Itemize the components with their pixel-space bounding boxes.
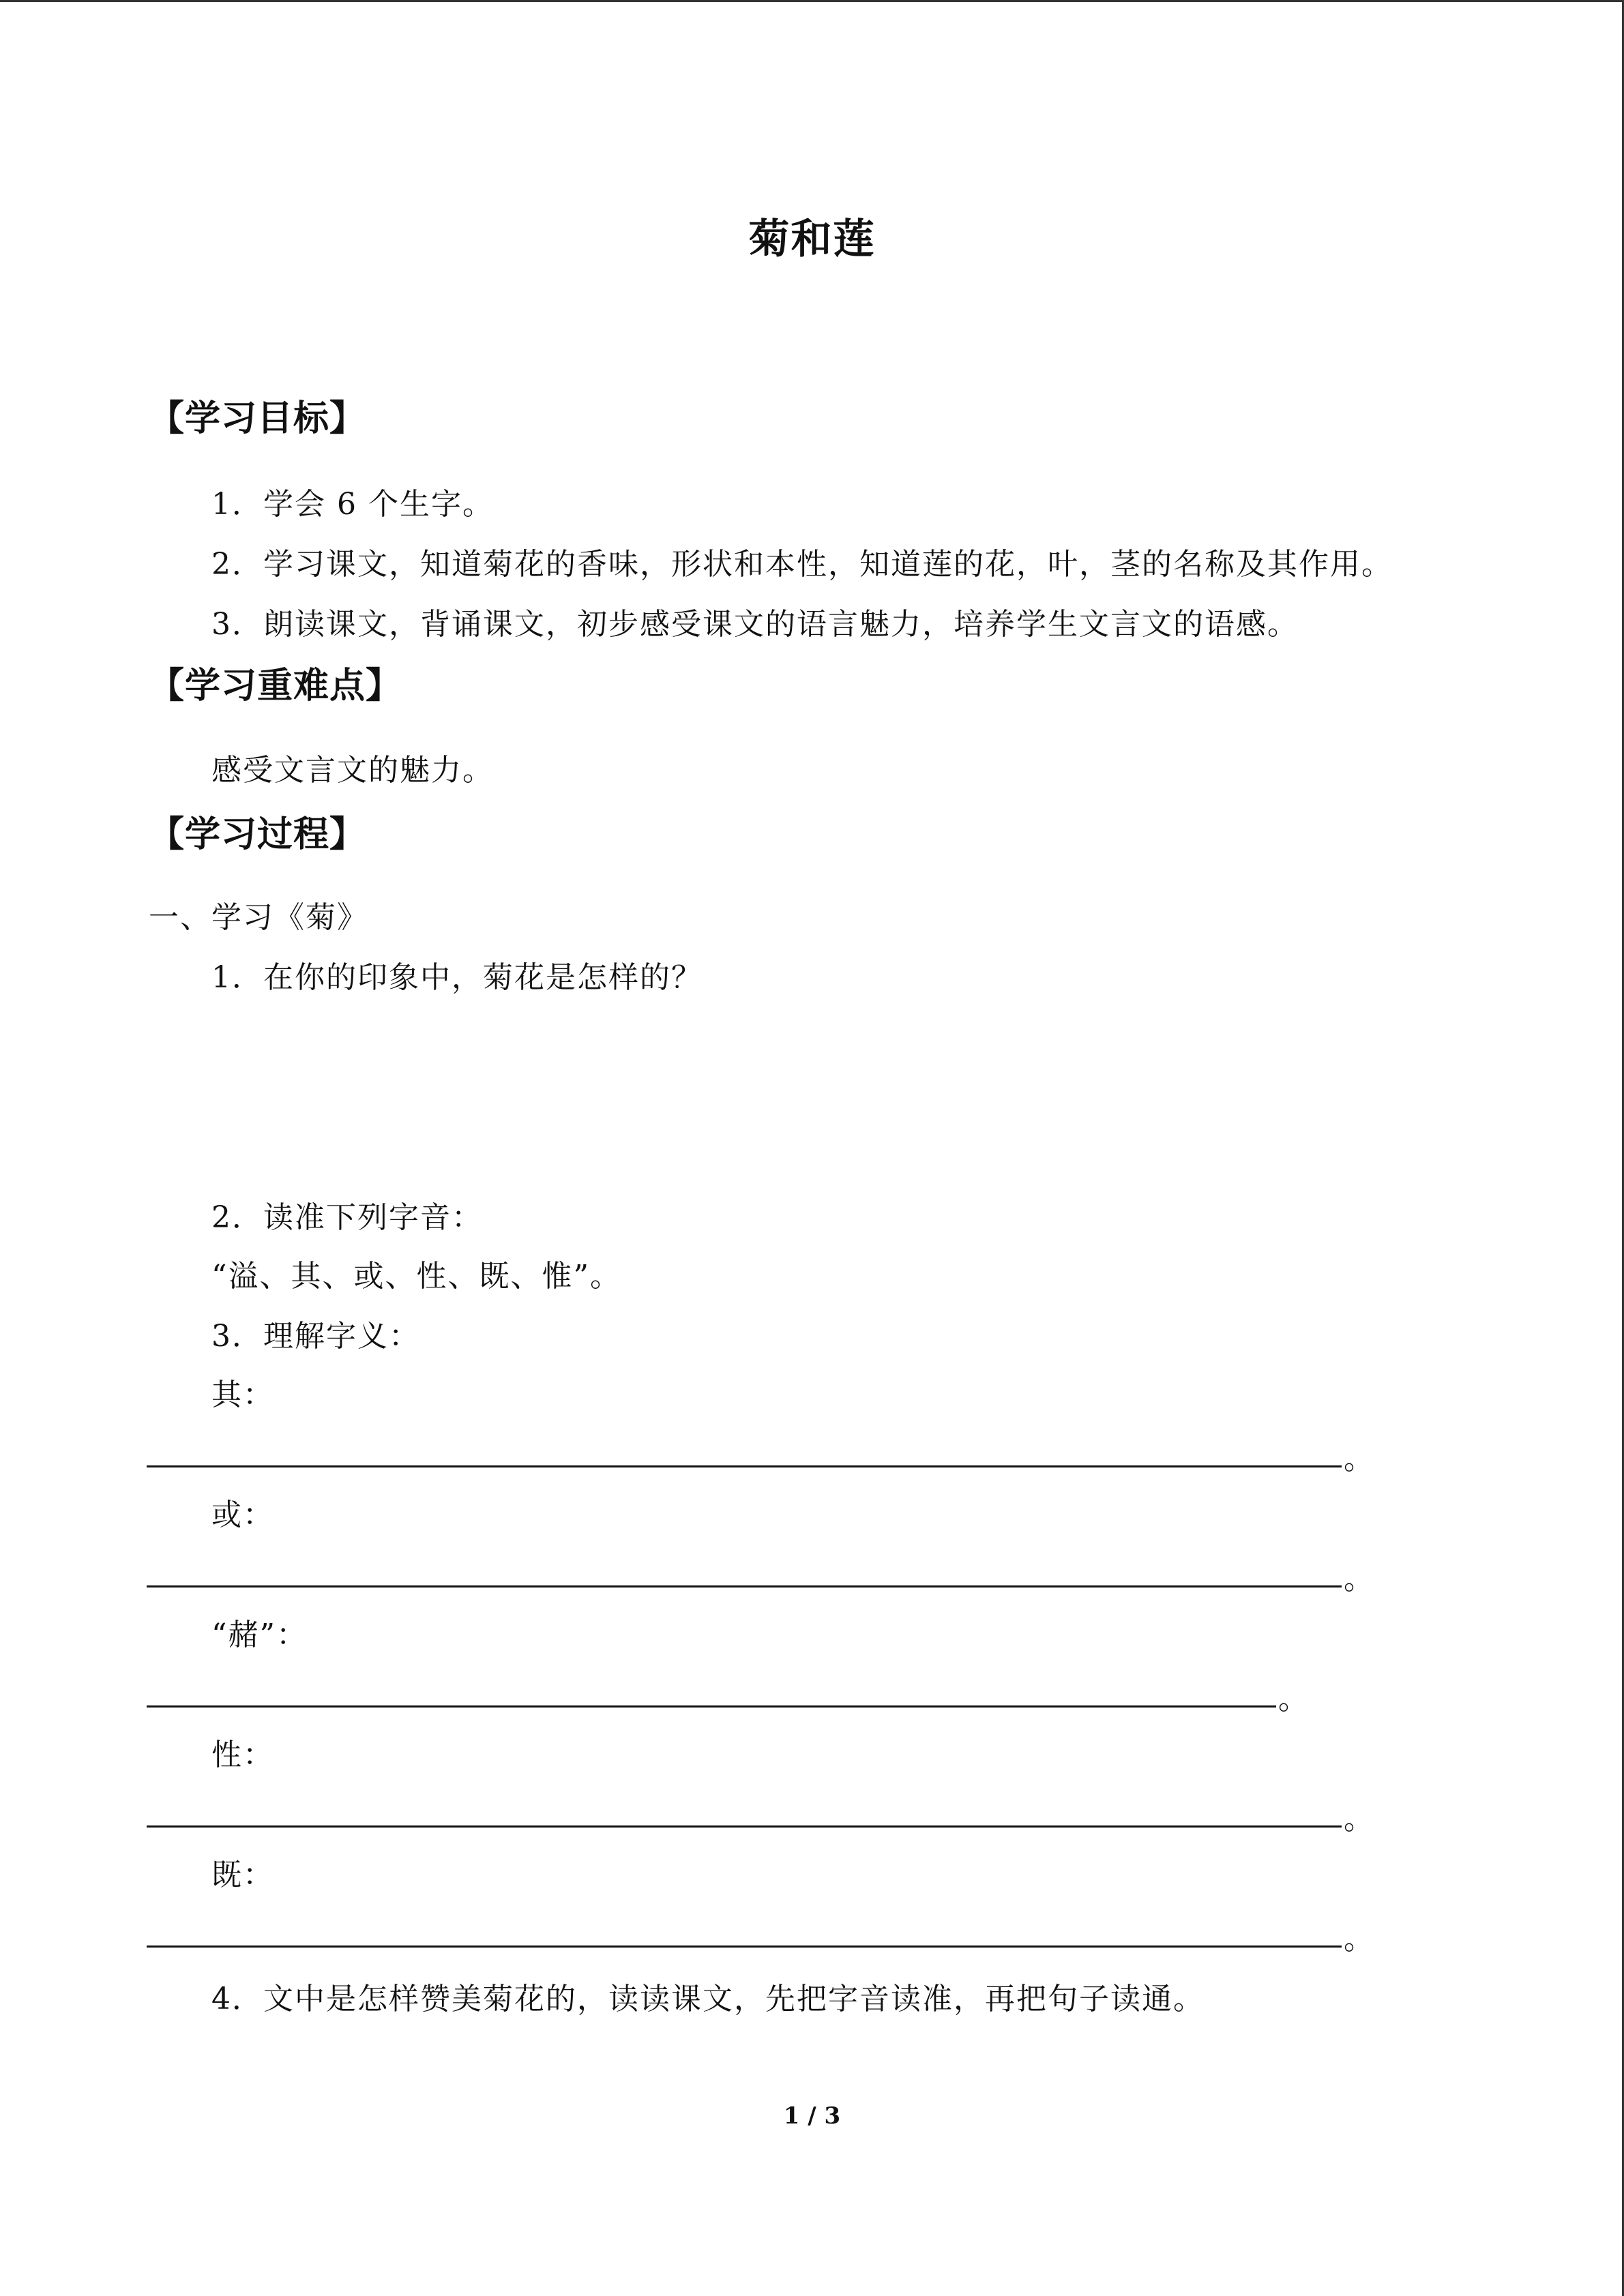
term-label: 性： [211,1738,274,1772]
answer-blank[interactable] [147,1705,1276,1708]
key-points-text: 感受文言文的魅力。 [211,753,494,788]
term-label: “赭”： [211,1617,308,1652]
pronunciation-chars: “溢、其、或、性、既、惟”。 [211,1259,621,1294]
objective-item: 1．学会 6 个生字。 [211,487,494,522]
blank-end-punct: 。 [1344,1442,1374,1476]
question-2: 2．读准下列字音： [211,1200,483,1235]
blank-end-punct: 。 [1344,1802,1374,1836]
objective-item: 3．朗读课文，背诵课文，初步感受课文的语言魅力，培养学生文言文的语感。 [211,607,1299,642]
answer-blank[interactable] [147,1585,1342,1587]
page-number: 1 / 3 [783,2102,841,2130]
objective-item: 2．学习课文，知道菊花的香味，形状和本性，知道莲的花，叶，茎的名称及其作用。 [211,547,1393,582]
part-title: 一、学习《菊》 [149,900,368,935]
question-4: 4．文中是怎样赞美菊花的，读读课文，先把字音读准，再把句子读通。 [211,1982,1205,2016]
question-1: 1．在你的印象中，菊花是怎样的？ [211,960,703,995]
term-label: 或： [211,1497,274,1532]
term-label: 既： [211,1858,274,1892]
question-3: 3．理解字义： [211,1319,420,1354]
section-heading-key-points: 【学习重难点】 [149,665,402,706]
blank-end-punct: 。 [1278,1682,1308,1716]
page-title: 菊和莲 [748,215,876,263]
blank-end-punct: 。 [1344,1922,1374,1956]
answer-blank[interactable] [147,1825,1342,1828]
section-heading-objectives: 【学习目标】 [149,398,366,439]
term-label: 其： [211,1377,274,1412]
answer-blank[interactable] [147,1465,1342,1467]
section-heading-process: 【学习过程】 [149,814,366,855]
answer-blank[interactable] [147,1945,1342,1948]
blank-end-punct: 。 [1344,1562,1374,1596]
